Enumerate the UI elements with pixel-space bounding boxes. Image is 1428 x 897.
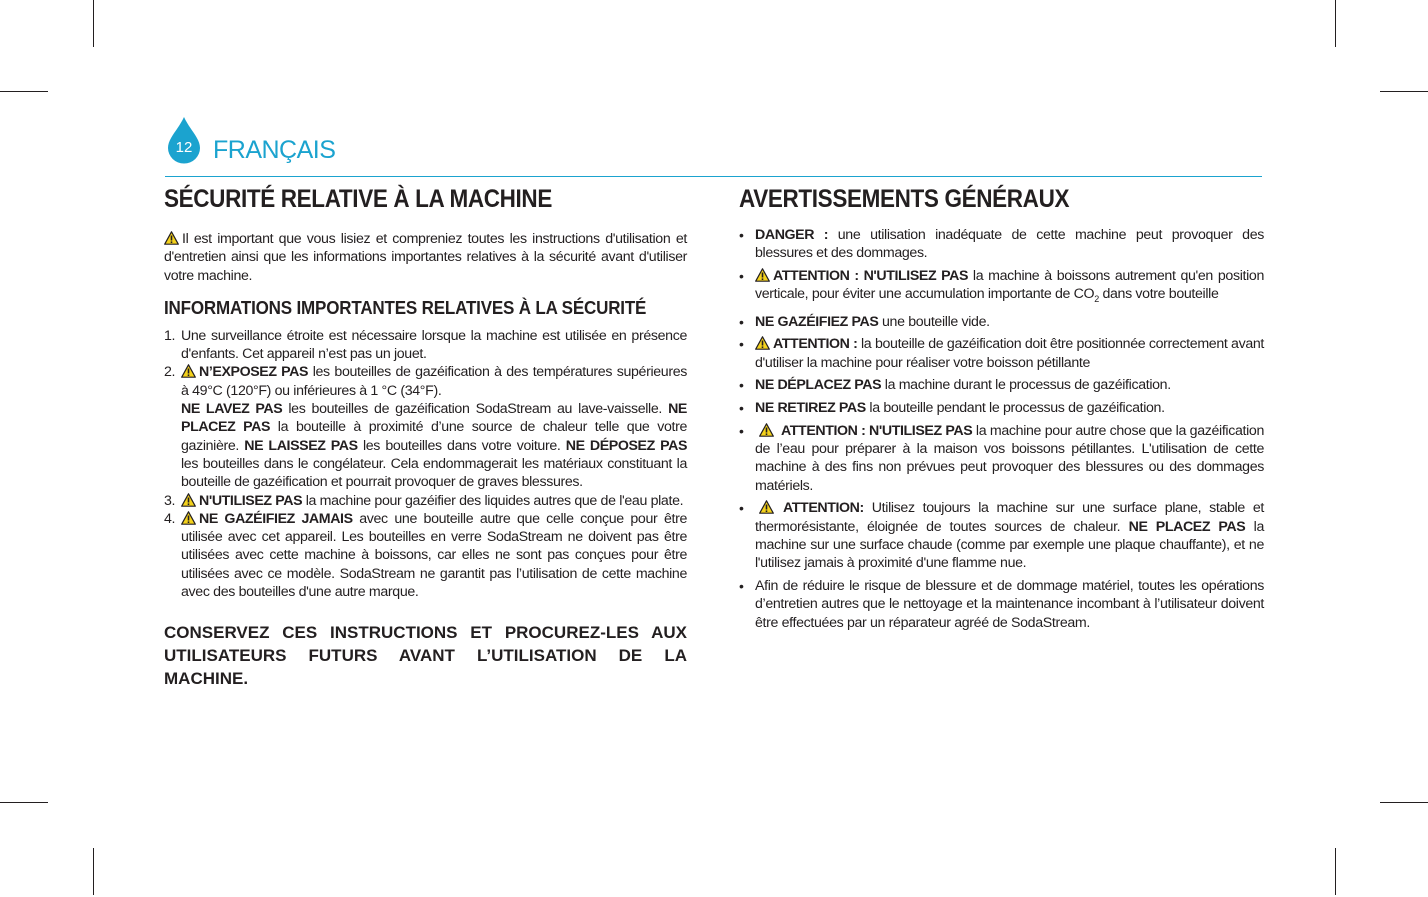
warning-icon [181,493,196,507]
warnings-list [739,226,1264,632]
section-title: SÉCURITÉ RELATIVE À LA MACHINE [164,185,552,213]
subsection-title: INFORMATIONS IMPORTANTES RELATIVES À LA SÉCURITÉ [164,296,647,318]
warning-icon [759,500,774,514]
warning-icon [181,511,196,525]
list-item: • Afin de réduire le risque de blessure et de dommage matériel, toutes les opérations d’entretien autres que le nettoyage et la maintenance incombant à l’utilisateur doivent être effectuées par un réparateur agréé de SodaStream. [739,578,1264,631]
language-label: FRANÇAIS [213,136,336,164]
crop-mark [1335,0,1336,47]
safety-list [164,327,687,601]
crop-mark [1380,802,1428,803]
page-header [165,116,1265,178]
crop-mark [93,0,94,47]
general-warnings-column [739,184,1264,636]
intro-paragraph: Il est important que vous lisiez et compreniez toutes les instructions d'utilisation et d'entretien ainsi que les informations importantes relatives à la sécurité avant d'utiliser votre machine. [164,231,687,284]
warning-icon [755,268,770,282]
section-title: AVERTISSEMENTS GÉNÉRAUX [739,185,1070,213]
warning-icon [181,364,196,378]
page-number: 12 [175,139,193,156]
list-item: • ATTENTION : N'UTILISEZ PAS la machine pour autre chose que la gazéification de l’eau pour préparer à la maison vos boissons pétillantes. L'utilisation de cette machine à des fins non prévues peut provoquer des blessures ou des dommages matériels. [739,422,1264,494]
list-item: • ATTENTION : N'UTILISEZ PAS la machine à boissons autrement qu'en position verticale, pour éviter une accumulation importante de $CO_2$ dans votre bouteille [739,267,1264,305]
warning-icon [759,423,774,437]
list-item: 3. N'UTILISEZ PAS la machine pour gazéifier des liquides autres que de l'eau plate. [164,492,684,509]
machine-safety-column [164,184,687,690]
crop-mark [0,91,48,92]
warning-icon [164,231,179,245]
crop-mark [1380,91,1428,92]
keep-instructions-notice: CONSERVEZ CES INSTRUCTIONS ET PROCUREZ-LES AUX UTILISATEURS FUTURS AVANT L’UTILISATION DE LA MACHINE. [164,623,687,689]
warning-icon [755,336,770,350]
list-item: • NE RETIREZ PAS la bouteille pendant le processus de gazéification. [739,400,1165,417]
list-item: • ATTENTION: Utilisez toujours la machine sur une surface plane, stable et thermorésistante, éloignée de toutes sources de chaleur. NE PLACEZ PAS la machine sur une surface chaude (comme par exemple une plaque chauffante), et ne l'utilisez jamais à proximité d'une flamme nue. [739,500,1264,572]
header-divider [165,176,1262,177]
crop-mark [0,802,48,803]
list-item: • DANGER : une utilisation inadéquate de cette machine peut provoquer des blessures et des dommages. [739,227,1265,262]
list-item: • NE DÉPLACEZ PAS la machine durant le processus de gazéification. [739,377,1171,394]
list-item: • NE GAZÉIFIEZ PAS une bouteille vide. [739,313,990,330]
list-item: 4. NE GAZÉIFIEZ JAMAIS avec une bouteille autre que celle conçue pour être utilisée avec cet appareil. Les bouteilles en verre SodaStream ne doivent pas être utilisées avec cette machine à boissons, car elles ne sont pas conçues pour être utilisées avec ce modèle. SodaStream ne garantit pas l’utilisation de cette machine avec des bouteilles d'une autre marque. [164,510,688,601]
list-item: 1. Une surveillance étroite est nécessaire lorsque la machine est utilisée en présence d'enfants. Cet appareil n’est pas un jouet. [164,327,687,363]
list-item: • ATTENTION : la bouteille de gazéification doit être positionnée correctement avant d'utiliser la machine pour réaliser votre boisson pétillante [739,336,1265,371]
crop-mark [1335,848,1336,895]
list-item: 2. N’EXPOSEZ PAS les bouteilles de gazéification à des températures supérieures à 49°C (120°F) ou inférieures à 1 °C (34°F). NE LAVEZ PAS les bouteilles de gazéification SodaStream au lave-vaisselle. NE PLACEZ PAS la bouteille à proximité d’une source de chaleur telle que votre gazinière. NE LAISSEZ PAS les bouteilles dans votre voiture. NE DÉPOSEZ PAS les bouteilles dans le congélateur. Cela endommagerait les matériaux constituant la bouteille de gazéification et pourrait provoquer de graves blessures. [164,364,688,491]
crop-mark [93,848,94,895]
